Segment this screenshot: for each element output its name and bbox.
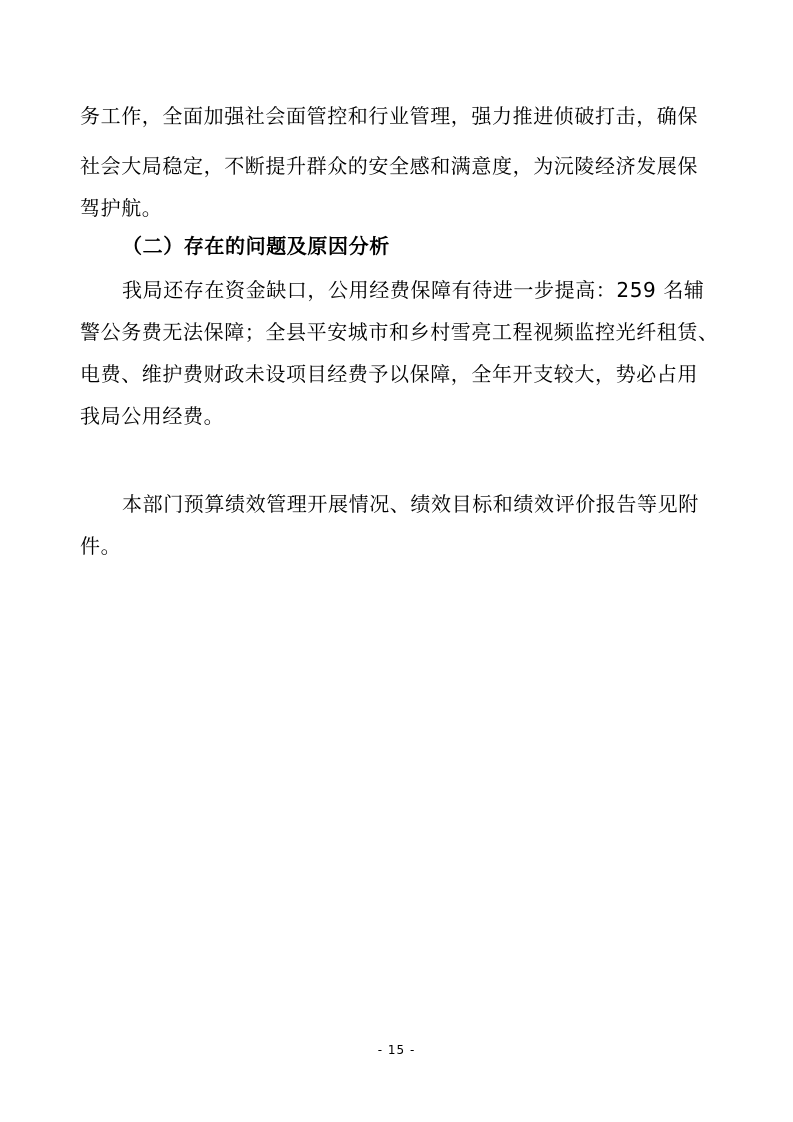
paragraph-1-line-1: 务工作，全面加强社会面管控和行业管理，强力推进侦破打击，确保 <box>80 104 698 128</box>
paragraph-3-line-2: 件。 <box>80 534 122 558</box>
section-heading: （二）存在的问题及原因分析 <box>122 234 390 258</box>
paragraph-2-line-3: 电费、维护费财政未设项目经费予以保障，全年开支较大，势必占用 <box>80 362 698 386</box>
paragraph-2-line-4: 我局公用经费。 <box>80 404 225 428</box>
page-number: - 15 - <box>377 1043 416 1057</box>
paragraph-2-line-2: 警公务费无法保障；全县平安城市和乡村雪亮工程视频监控光纤租赁、 <box>80 320 719 344</box>
paragraph-2-line-1: 我局还存在资金缺口，公用经费保障有待进一步提高：259 名辅 <box>122 278 705 302</box>
paragraph-1-line-2: 社会大局稳定，不断提升群众的安全感和满意度，为沅陵经济发展保 <box>80 154 698 178</box>
paragraph-1-line-3: 驾护航。 <box>80 196 163 220</box>
paragraph-3-line-1: 本部门预算绩效管理开展情况、绩效目标和绩效评价报告等见附 <box>122 492 699 516</box>
